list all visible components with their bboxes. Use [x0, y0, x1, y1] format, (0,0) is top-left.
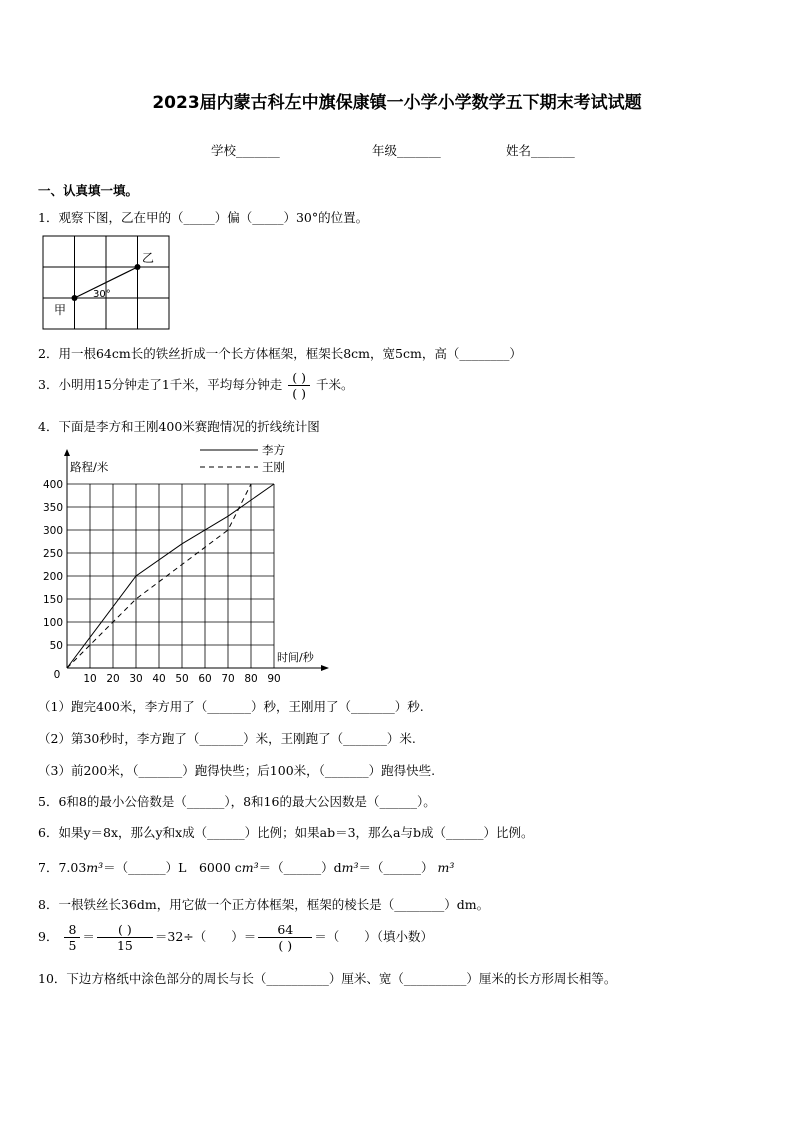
q9-prefix: 9． [38, 929, 59, 944]
question-8: 8．一根铁丝长36dm，用它做一个正方体框架，框架的棱长是（________）dm。 [38, 897, 490, 912]
fraction-answer [288, 370, 310, 401]
angle-label: 30° [93, 289, 111, 300]
point-jia [72, 295, 78, 301]
question-7 [38, 858, 454, 876]
x-tick-label: 90 [267, 673, 281, 685]
direction-grid [40, 234, 172, 332]
question-4-1: （1）跑完400米，李方用了（_______）秒，王刚用了（_______）秒. [38, 699, 424, 714]
unit-m3: m³ [241, 860, 259, 875]
fraction-denominator: ( ) [292, 386, 307, 401]
y-tick-label: 50 [49, 640, 63, 652]
y-tick-label: 100 [42, 617, 63, 629]
fraction-numerator: 64 [258, 922, 312, 938]
race-line-chart [40, 440, 340, 690]
name-field: 姓名_______ [506, 143, 575, 158]
origin-label: 0 [53, 669, 61, 681]
x-tick-label: 30 [129, 673, 143, 685]
x-tick-label: 50 [175, 673, 189, 685]
y-tick-label: 150 [42, 594, 63, 606]
x-tick-label: 80 [244, 673, 258, 685]
question-4-3: （3）前200米，（_______）跑得快些；后100米，（_______）跑得快些. [38, 763, 436, 778]
fraction-64-blank [258, 922, 312, 953]
point-yi [135, 264, 141, 270]
label-jia: 甲 [54, 303, 67, 317]
fraction-denominator: ( ) [278, 938, 293, 953]
page-title: 2023届内蒙古科左中旗保康镇一小学小学数学五下期末考试试题 [152, 93, 642, 113]
school-field: 学校_______ [211, 143, 280, 158]
q7-part3: ＝（______）d [258, 860, 342, 875]
x-tick-label: 20 [106, 673, 120, 685]
y-tick-label: 400 [42, 479, 63, 491]
q7-part2: ＝（______）L 6000 c [103, 860, 242, 875]
x-tick-label: 60 [198, 673, 212, 685]
y-tick-label: 200 [42, 571, 63, 583]
y-tick-label: 300 [42, 525, 63, 537]
y-tick-label: 250 [42, 548, 63, 560]
x-tick-label: 40 [152, 673, 166, 685]
question-5: 5．6和8的最小公倍数是（______），8和16的最大公因数是（______）。 [38, 794, 436, 809]
section-heading: 一、认真填一填。 [38, 183, 139, 198]
unit-m3: m³ [437, 860, 455, 875]
fraction-denominator: 15 [116, 938, 133, 953]
q9-middle: ＝32÷（ ）＝ [154, 929, 257, 944]
question-2: 2．用一根64cm长的铁丝折成一个长方体框架，框架长8cm，宽5cm，高（________） [38, 346, 522, 361]
fraction-numerator: ( ) [288, 370, 310, 386]
question-9 [38, 922, 433, 953]
unit-m3: m³ [86, 860, 104, 875]
q9-equals: ＝ [82, 929, 95, 944]
question-3-text: 3．小明用15分钟走了1千米，平均每分钟走 [38, 377, 283, 392]
fraction-numerator: 8 [64, 922, 80, 938]
q7-part4: ＝（______） [358, 860, 434, 875]
q9-end: ＝（ ）（填小数） [314, 929, 434, 944]
fraction-blank-15 [97, 922, 153, 953]
legend-label: 李方 [262, 443, 285, 457]
question-6: 6．如果y＝8x，那么y和x成（______）比例；如果ab＝3，那么a与b成（______）比例。 [38, 825, 534, 840]
question-3 [38, 370, 354, 401]
question-3-unit: 千米。 [316, 377, 354, 392]
question-4: 4．下面是李方和王刚400米赛跑情况的折线统计图 [38, 419, 320, 434]
question-10: 10．下边方格纸中涂色部分的周长与长（__________）厘米、宽（__________）厘米的长方形周长相等。 [38, 971, 617, 986]
grade-field: 年级_______ [372, 143, 441, 158]
question-1: 1．观察下图，乙在甲的（_____）偏（_____）30°的位置。 [38, 210, 369, 225]
x-axis-arrow [321, 665, 329, 671]
legend-label: 王刚 [262, 460, 285, 474]
fraction-8-5 [64, 922, 80, 953]
y-axis-arrow [64, 449, 70, 456]
label-yi: 乙 [142, 251, 155, 265]
x-axis-label: 时间/秒 [277, 651, 314, 664]
y-tick-label: 350 [42, 502, 63, 514]
fraction-numerator: ( ) [97, 922, 153, 938]
y-axis-label: 路程/米 [70, 460, 109, 474]
q7-part1: 7．7.03 [38, 860, 87, 875]
fraction-denominator: 5 [68, 938, 77, 953]
question-4-2: （2）第30秒时，李方跑了（_______）米，王刚跑了（_______）米. [38, 731, 416, 746]
unit-m3: m³ [341, 860, 359, 875]
x-tick-label: 70 [221, 673, 235, 685]
x-tick-label: 10 [83, 673, 97, 685]
